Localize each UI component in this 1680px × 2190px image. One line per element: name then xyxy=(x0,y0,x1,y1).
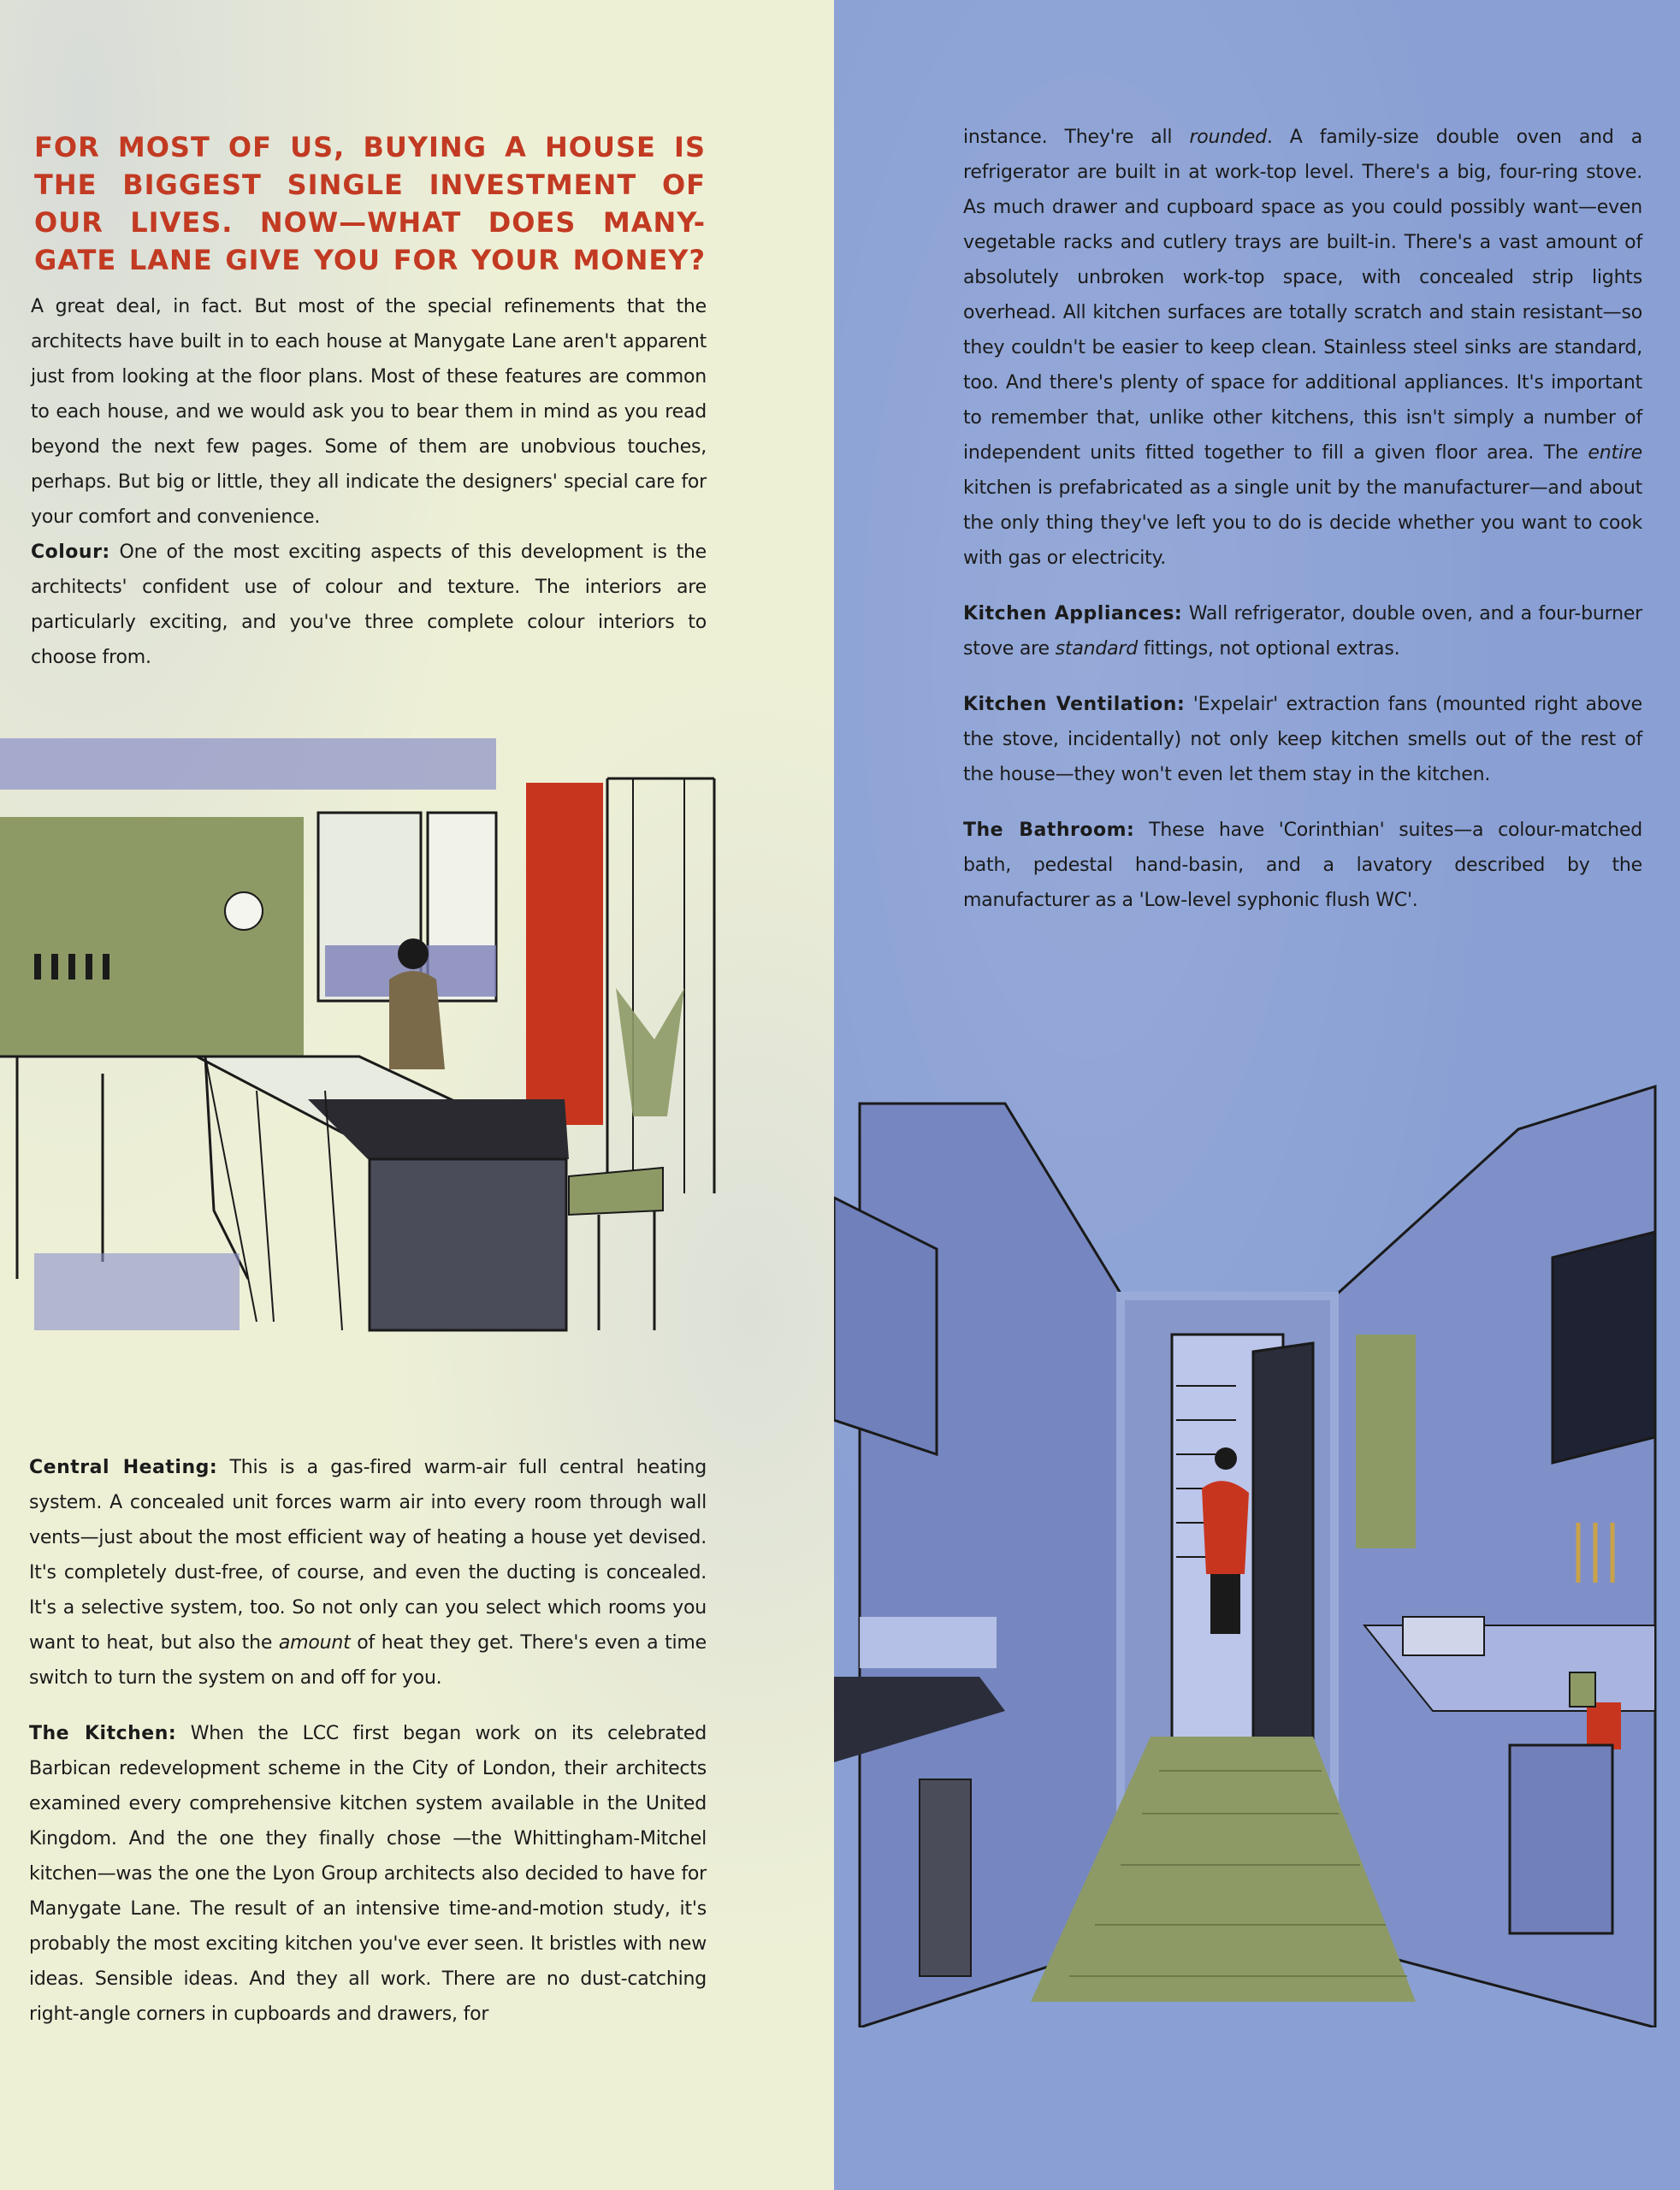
heating-em: amount xyxy=(278,1632,351,1654)
heating-paragraph xyxy=(29,1450,707,1696)
colour-paragraph xyxy=(31,535,707,675)
colour-lead: Colour: xyxy=(31,542,110,563)
appliances-lead: Kitchen Appliances: xyxy=(963,603,1183,624)
cont-2: . A family-size double oven and a refrigerator are built in at work-top level. There's a big, four-ring stove. As much drawer and cupboard space as you could possibly want—even vegetable racks and cutlery trays are built-in. There's a vast amount of absolutely unbroken work-top space, with concealed strip lights overhead. All kitchen surfaces are totally scratch and stain resistant—so they couldn't be easier to keep clean. Stainless steel sinks are standard, too. And there's plenty of space for additional appliances. It's important to remember that, unlike other kitchens, this isn't simply a number of independent units fitted together to fill a given floor area. The xyxy=(963,127,1642,464)
headline: FOR MOST OF US, BUYING A HOUSE IS THE BIGGEST SINGLE INVESTMENT OF OUR LIVES. NOW—WHAT DOES MANY-GATE LANE GIVE YOU FOR YOUR MONEY? xyxy=(34,131,706,276)
bathroom-paragraph xyxy=(963,813,1642,918)
bathroom-body: These have 'Corinthian' suites—a colour-matched bath, pedestal hand-basin, and a lavatory described by the manufacturer as a 'Low-level syphonic flush WC'. xyxy=(963,820,1643,911)
intro-paragraph: A great deal, in fact. But most of the special refinements that the architects have built in to each house at Manygate Lane aren't apparent just from looking at the floor plans. Most of these features are common to each house, and we would ask you to bear them in mind as you read beyond the next few pages. Some of them are unobvious touches, perhaps. But big or little, they all indicate the designers' special care for your comfort and convenience. xyxy=(31,296,707,528)
heating-body-1: This is a gas-fired warm-air full central heating system. A concealed unit forces warm air into every room through wall vents—just about the most efficient way of heating a house yet devised. It's completely dust-free, of course, and even the ducting is concealed. It's a selective system, too. So not only can you select which rooms you want to heat, but also the xyxy=(29,1457,707,1654)
ventilation-lead: Kitchen Ventilation: xyxy=(963,694,1186,715)
heating-lead: Central Heating: xyxy=(29,1457,218,1478)
bathroom-lead: The Bathroom: xyxy=(963,820,1135,841)
intro-section xyxy=(31,289,707,675)
galley-kitchen-illustration xyxy=(834,1061,1680,2027)
cont-em-rounded: rounded xyxy=(1189,127,1267,148)
kitchen-body: When the LCC first began work on its celebrated Barbican redevelopment scheme in the City of London, their architects examined every comprehensive kitchen system available in the United Kingdom. And the one they finally chose —the Whittingham-Mitchel kitchen—was the one the Lyon Group architects also decided to have for Manygate Lane. The result of an intensive time-and-motion study, it's probably the most exciting kitchen you've ever seen. It bristles with new ideas. Sensible ideas. And they all work. There are no dust-catching right-angle corners in cupboards and drawers, for xyxy=(29,1723,707,2025)
cont-1: instance. They're all xyxy=(963,127,1173,148)
appliances-paragraph xyxy=(963,596,1642,666)
ventilation-body: 'Expelair' extraction fans (mounted right above the stove, incidentally) not only keep kitchen smells out of the rest of the house—they won't even let them stay in the kitchen. xyxy=(963,694,1642,785)
ventilation-paragraph xyxy=(963,687,1642,792)
appliances-body-1: Wall refrigerator, double oven, and a four-burner stove are xyxy=(963,603,1642,660)
kitchen-illustration xyxy=(0,731,770,1360)
colour-body: One of the most exciting aspects of this development is the architects' confident use of colour and texture. The interiors are particularly exciting, and you've three complete colour interiors to choose from. xyxy=(31,542,707,668)
heating-kitchen-section xyxy=(29,1450,707,2032)
right-text-section xyxy=(963,120,1642,918)
kitchen-paragraph xyxy=(29,1716,707,2032)
cont-3: kitchen is prefabricated as a single unit by the manufacturer—and about the only thing they've left you to do is decide whether you want to cook with gas or electricity. xyxy=(963,477,1642,569)
kitchen-lead: The Kitchen: xyxy=(29,1723,177,1744)
cont-em-entire: entire xyxy=(1588,442,1643,464)
appliances-em: standard xyxy=(1055,638,1139,660)
heating-body-2: of heat they get. There's even a time switch to turn the system on and off for you. xyxy=(29,1632,707,1689)
kitchen-continued xyxy=(963,120,1642,576)
appliances-body-2: fittings, not optional extras. xyxy=(1143,638,1400,660)
